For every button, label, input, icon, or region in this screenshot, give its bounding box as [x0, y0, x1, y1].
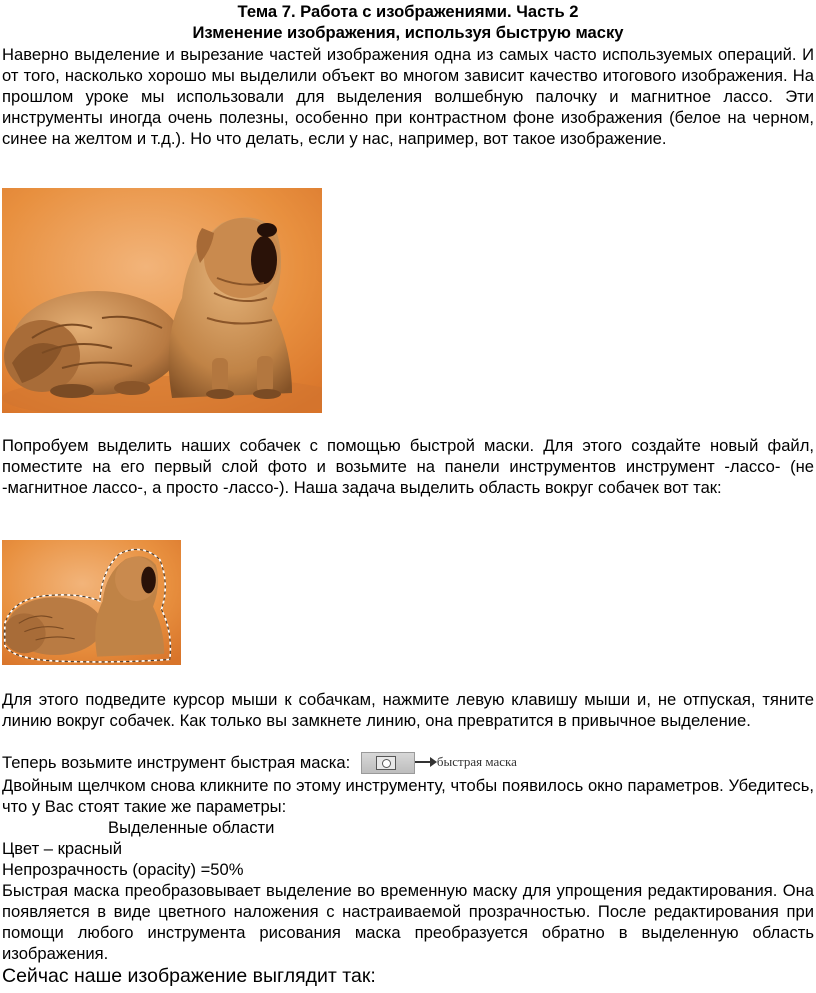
tool-line — [2, 752, 814, 774]
dblclick-paragraph: Двойным щелчком снова кликните по этому инструменту, чтобы появилось окно параметров. Убедитесь, что у Вас стоят такие же параметры: — [2, 776, 814, 816]
quick-mask-icon — [361, 752, 415, 774]
param-selected-areas: Выделенные области — [108, 818, 275, 837]
select-paragraph: Попробуем выделить наших собачек с помощью быстрой маски. Для этого создайте новый файл, поместите на его первый слой фото и возьмите на панели инструментов инструмент -лассо- (не -магнитное лассо-, а просто -лассо-). Наша задача выделить область вокруг собачек вот так: — [2, 436, 814, 497]
title-line-1: Тема 7. Работа с изображениями. Часть 2 — [237, 2, 579, 21]
tool-text: Теперь возьмите инструмент быстрая маска: — [2, 753, 351, 772]
document-title — [2, 1, 814, 43]
quick-mask-label: быстрая маска — [436, 754, 517, 769]
intro-paragraph: Наверно выделение и вырезание частей изображения одна из самых часто используемых операций. И от того, насколько хорошо мы выделили объект во многом зависит качество итогового изображения. На прошлом уроке мы использовали для выделения волшебную палочку и магнитное лассо. Эти инструменты иногда очень полезны, особенно при контрастном фоне изображения (белое на черном, синее на желтом и т.д.). Но что делать, если у нас, например, вот такое изображение. — [2, 45, 814, 148]
arrow-icon — [415, 761, 431, 763]
dogs-lasso-photo — [2, 540, 181, 665]
quickmask-paragraph: Быстрая маска преобразовывает выделение во временную маску для упрощения редактирования. Она появляется в виде цветного наложения с настраиваемой прозрачностью. После редактирования при помощи любого инструмента рисования маска преобразуется обратно в выделенную область изображения. — [2, 881, 814, 963]
dogs-photo — [2, 188, 322, 413]
param-color: Цвет – красный — [2, 839, 123, 858]
quick-mask-tool-image — [361, 752, 521, 774]
cursor-paragraph: Для этого подведите курсор мыши к собачкам, нажмите левую клавишу мыши и, не отпуская, тяните линию вокруг собачек. Как только вы замкнете линию, она превратится в привычное выделение. — [2, 690, 814, 730]
title-line-2: Изменение изображения, используя быструю маску — [192, 23, 624, 42]
final-heading: Сейчас наше изображение выглядит так: — [2, 965, 376, 987]
param-opacity: Непрозрачность (opacity) =50% — [2, 860, 244, 879]
document-page — [2, 0, 814, 987]
